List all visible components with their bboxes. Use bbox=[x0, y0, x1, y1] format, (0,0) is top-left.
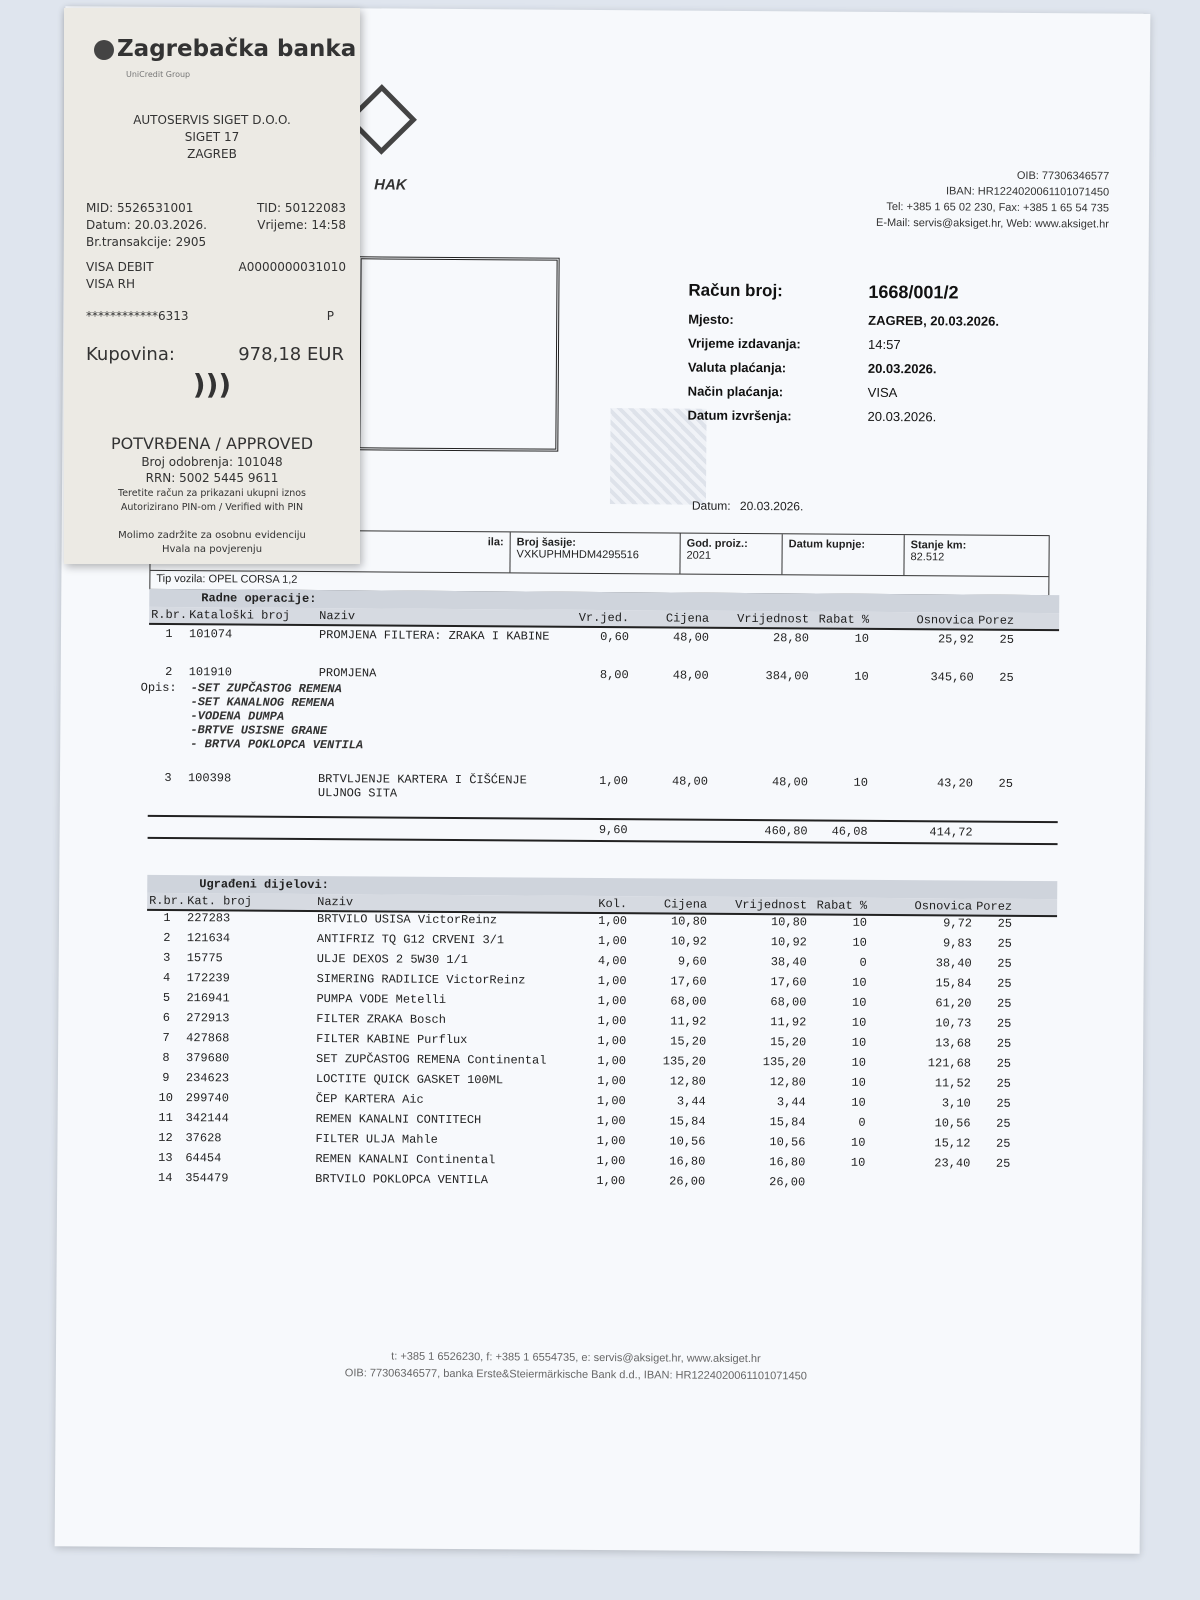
cell-rabat: 10 bbox=[851, 1055, 867, 1070]
cell-naziv: ULJE DEXOS 2 5W30 1/1 bbox=[316, 952, 469, 968]
col-vrjed: Vr.jed. bbox=[578, 610, 630, 626]
cell-kat: 121634 bbox=[186, 931, 231, 946]
cell-rabat: 10 bbox=[852, 935, 867, 950]
cell-osnovica: 10,73 bbox=[935, 1016, 972, 1031]
cell-naziv: FILTER KABINE Purflux bbox=[316, 1032, 468, 1048]
col-naziv: Naziv bbox=[317, 895, 354, 910]
cell-kat: 172239 bbox=[186, 971, 230, 986]
cell-porez: 25 bbox=[996, 1116, 1011, 1131]
cell-cijena: 10,56 bbox=[669, 1134, 706, 1149]
cell-rb: 13 bbox=[158, 1150, 173, 1166]
cell-cijena: 11,92 bbox=[670, 1014, 707, 1029]
cell-osnovica: 9,72 bbox=[943, 916, 973, 931]
slip-notice bbox=[64, 487, 360, 515]
company-email: E-Mail: servis@aksiget.hr, Web: www.aksiget.hr bbox=[875, 216, 1109, 231]
footer-contact: t: +385 1 6526230, f: +385 1 6554735, e: servis@aksiget.hr, www.aksiget.hr bbox=[391, 1350, 761, 1366]
due-date-value: 20.03.2026. bbox=[867, 360, 937, 376]
description-line: -VODENA DUMPA bbox=[190, 709, 285, 724]
time-value: 14:58 bbox=[311, 218, 346, 232]
col-naziv: Naziv bbox=[319, 609, 356, 624]
cell-rb: 11 bbox=[158, 1110, 173, 1126]
cell-osnovica bbox=[865, 1176, 970, 1177]
cell-vrijednost: 135,20 bbox=[762, 1055, 807, 1070]
cell-osnovica: 38,40 bbox=[935, 956, 972, 971]
vehicle-type-label: Tip vozila: bbox=[156, 572, 206, 586]
transaction-value: 2905 bbox=[175, 235, 207, 249]
cell-kol: 1,00 bbox=[596, 1133, 626, 1149]
cell-rb: 1 bbox=[165, 626, 173, 641]
work-operations-totals bbox=[148, 815, 1058, 845]
cell-naziv: PROMJENA FILTERA: ZRAKA I KABINE bbox=[318, 628, 550, 644]
payment-method-value: VISA bbox=[867, 384, 898, 400]
cell-vrijednost: 10,80 bbox=[770, 915, 808, 930]
purchase-amount: 978,18 EUR bbox=[238, 344, 344, 365]
col-porez: Porez bbox=[978, 613, 1015, 628]
cell-kol: 1,00 bbox=[596, 1173, 626, 1189]
approval-details bbox=[64, 454, 360, 486]
execution-date-label: Datum izvršenja: bbox=[687, 407, 792, 423]
col-osnovica: Osnovica bbox=[914, 899, 973, 914]
invoice-number-label: Račun broj: bbox=[688, 280, 783, 301]
cell-kol: 1,00 bbox=[597, 1073, 626, 1089]
cell-kol: 1,00 bbox=[597, 993, 627, 1009]
cell-porez: 25 bbox=[997, 916, 1013, 931]
cell-naziv: ANTIFRIZ TQ G12 CRVENI 3/1 bbox=[316, 932, 505, 948]
cell-rb: 4 bbox=[162, 970, 171, 985]
cell-kol: 1,00 bbox=[597, 973, 627, 989]
installed-parts-rows bbox=[145, 911, 1057, 1197]
cell-osnovica: 61,20 bbox=[935, 996, 972, 1011]
cell-vrijednost: 28,80 bbox=[772, 631, 810, 646]
time-label: Vrijeme: bbox=[257, 218, 308, 232]
col-porez: Porez bbox=[976, 899, 1013, 914]
cell-naziv: BRTVLJENJE KARTERA I ČIŠĆENJE ULJNOG SITA bbox=[317, 772, 527, 801]
cell-kat: 216941 bbox=[186, 991, 230, 1006]
cell-cijena: 9,60 bbox=[677, 954, 707, 969]
due-date-label: Valuta plaćanja: bbox=[687, 359, 787, 375]
invoice-date-label: Datum: bbox=[691, 498, 731, 513]
cell-osnovica: 10,56 bbox=[934, 1116, 971, 1131]
issue-time-row bbox=[688, 331, 999, 357]
cell-vrijednost: 12,80 bbox=[769, 1075, 806, 1090]
bank-logo-icon bbox=[94, 40, 114, 60]
cell-rabat: 10 bbox=[851, 995, 867, 1010]
cell-rb: 10 bbox=[158, 1090, 174, 1106]
cell-rb: 8 bbox=[162, 1050, 170, 1065]
charge-note: Teretite račun za prikazani ukupni iznos bbox=[118, 488, 306, 499]
col-kat: Kataloški broj bbox=[189, 608, 291, 623]
cell-porez: 25 bbox=[996, 1076, 1011, 1091]
vehicle-year: 2021 bbox=[686, 549, 712, 562]
thanks-note: Hvala na povjerenju bbox=[161, 544, 263, 555]
cell-kol: 1,00 bbox=[597, 1033, 627, 1049]
cell-rb: 7 bbox=[162, 1030, 170, 1045]
cell-rb: 1 bbox=[163, 910, 171, 925]
bank-name: Zagrebačka banka bbox=[117, 36, 357, 62]
description-line: - BRTVA POKLOPCA VENTILA bbox=[190, 737, 364, 753]
purchase-amount-row bbox=[86, 344, 344, 365]
cell-rabat: 10 bbox=[851, 1035, 867, 1050]
cell-kol: 4,00 bbox=[597, 953, 627, 969]
vehicle-km-cell bbox=[904, 535, 1046, 576]
col-cijena: Cijena bbox=[663, 897, 708, 912]
mid-value: 5526531001 bbox=[117, 201, 194, 215]
cell-rb: 3 bbox=[163, 950, 171, 965]
invoice-number-row bbox=[688, 275, 999, 309]
cell-rabat: 10 bbox=[851, 1135, 866, 1150]
customer-address-box bbox=[357, 256, 559, 451]
vehicle-reg-label: ila: bbox=[487, 536, 504, 549]
card-pan-flag: P bbox=[326, 309, 334, 323]
cell-vrijednost: 11,92 bbox=[770, 1015, 807, 1030]
issue-time-value: 14:57 bbox=[867, 336, 901, 352]
cell-rabat: 10 bbox=[854, 631, 870, 646]
cell-rabat: 10 bbox=[851, 1075, 866, 1090]
cell-rabat: 10 bbox=[853, 775, 869, 790]
work-operations-section bbox=[140, 589, 1060, 845]
cell-porez: 25 bbox=[996, 1056, 1012, 1071]
table-row bbox=[148, 771, 1058, 805]
issue-time-label: Vrijeme izdavanja: bbox=[688, 335, 801, 351]
vehicle-km: 82.512 bbox=[910, 551, 945, 564]
vehicle-year-label: God. proiz.: bbox=[686, 537, 748, 551]
invoice-header bbox=[687, 275, 999, 429]
cell-kat: 379680 bbox=[185, 1051, 230, 1066]
cell-kol: 8,00 bbox=[599, 667, 629, 683]
total-vrijednost: 460,80 bbox=[764, 824, 808, 839]
cell-porez: 25 bbox=[995, 1156, 1011, 1171]
approval-code: Broj odobrenja: 101048 bbox=[141, 455, 283, 469]
cell-rb: 12 bbox=[158, 1130, 173, 1146]
col-osnovica: Osnovica bbox=[916, 613, 975, 628]
tid-value: 50122083 bbox=[284, 201, 346, 215]
cell-naziv: SET ZUPČASTOG REMENA Continental bbox=[315, 1052, 547, 1068]
cell-porez: 25 bbox=[999, 632, 1015, 647]
total-osnovica: 414,72 bbox=[929, 825, 973, 840]
col-kol: Kol. bbox=[598, 896, 628, 912]
cell-porez: 25 bbox=[998, 776, 1014, 791]
cell-naziv: PROMJENA bbox=[318, 666, 377, 681]
cell-osnovica: 13,68 bbox=[935, 1036, 972, 1051]
vehicle-year-cell bbox=[680, 534, 782, 575]
approval-status: POTVRĐENA / APPROVED bbox=[110, 434, 314, 453]
description-label: Opis: bbox=[140, 680, 177, 696]
card-type: VISA DEBIT bbox=[86, 260, 154, 274]
company-phone: Tel: +385 1 65 02 230, Fax: +385 1 65 54 735 bbox=[886, 200, 1110, 215]
cell-kat: 100398 bbox=[187, 771, 232, 786]
cell-porez: 25 bbox=[996, 1036, 1012, 1051]
cell-naziv: REMEN KANALNI CONTITECH bbox=[315, 1112, 482, 1128]
cell-cijena: 15,84 bbox=[669, 1114, 706, 1129]
cell-kol: 1,00 bbox=[597, 1013, 627, 1029]
invoice-number: 1668/001/2 bbox=[868, 281, 959, 302]
cell-rb: 3 bbox=[164, 770, 172, 785]
card-payment-slip bbox=[64, 8, 360, 564]
col-rb: R.br. bbox=[149, 893, 186, 909]
place-label: Mjesto: bbox=[688, 311, 734, 327]
work-operations-title: Radne operacije: bbox=[149, 589, 1059, 613]
transaction-label: Br.transakcije: bbox=[86, 235, 172, 249]
col-cijena: Cijena bbox=[665, 611, 710, 626]
rrn-code: RRN: 5002 5445 9611 bbox=[145, 471, 279, 485]
cell-porez: 25 bbox=[999, 670, 1014, 685]
cell-rb: 2 bbox=[163, 930, 171, 945]
cell-osnovica: 11,52 bbox=[934, 1076, 971, 1091]
cell-porez: 25 bbox=[996, 1136, 1011, 1151]
cell-kat: 101910 bbox=[188, 665, 233, 680]
cell-naziv: FILTER ULJA Mahle bbox=[315, 1132, 438, 1147]
cell-kat: 101074 bbox=[188, 627, 233, 642]
payment-method-label: Način plaćanja: bbox=[687, 383, 784, 399]
cell-rabat: 0 bbox=[859, 955, 867, 970]
col-rb: R.br. bbox=[151, 607, 188, 623]
keep-note: Molimo zadržite za osobnu evidenciju bbox=[118, 530, 306, 541]
bank-subtitle: UniCredit Group bbox=[126, 70, 191, 79]
cell-rabat: 10 bbox=[852, 975, 867, 990]
bank-logo bbox=[94, 36, 356, 62]
cell-porez: 25 bbox=[997, 956, 1012, 971]
cell-cijena: 26,00 bbox=[669, 1174, 706, 1189]
cell-osnovica: 23,40 bbox=[934, 1156, 971, 1171]
cell-naziv: BRTVILO USISA VictorReinz bbox=[316, 912, 498, 928]
cell-rabat: 10 bbox=[854, 669, 869, 684]
purchase-label: Kupovina: bbox=[86, 344, 175, 365]
merchant-city: ZAGREB bbox=[187, 147, 237, 161]
footer-bank: OIB: 77306346577, banka Erste&Steiermärkische Bank d.d., IBAN: HR1224020061101071450 bbox=[344, 1367, 807, 1383]
cell-kol: 1,00 bbox=[596, 1113, 626, 1129]
vehicle-chassis-cell bbox=[510, 532, 680, 573]
cell-kol: 1,00 bbox=[598, 913, 628, 929]
cell-kat: 272913 bbox=[186, 1011, 230, 1026]
col-vrijednost: Vrijednost bbox=[735, 897, 808, 913]
total-rabat: 46,08 bbox=[831, 824, 868, 839]
cell-rb: 6 bbox=[162, 1010, 170, 1025]
cell-vrijednost: 15,20 bbox=[770, 1035, 807, 1050]
cell-kat: 342144 bbox=[185, 1111, 229, 1126]
pin-note: Autorizirano PIN-om / Verified with PIN bbox=[120, 502, 304, 513]
card-aid: A0000000031010 bbox=[238, 260, 346, 274]
cell-osnovica: 15,12 bbox=[934, 1136, 971, 1151]
date-label: Datum: bbox=[86, 218, 131, 232]
place-row bbox=[688, 307, 999, 333]
cell-kat: 15775 bbox=[186, 951, 223, 966]
cell-vrijednost: 26,00 bbox=[769, 1175, 806, 1190]
cell-rb: 2 bbox=[165, 664, 173, 679]
card-brand: VISA RH bbox=[86, 277, 135, 291]
cell-cijena: 17,60 bbox=[670, 974, 707, 989]
vehicle-purchase-label: Datum kupnje: bbox=[788, 538, 866, 551]
cell-kat: 64454 bbox=[185, 1151, 222, 1166]
date-value: 20.03.2026. bbox=[134, 218, 207, 232]
cell-rabat: 10 bbox=[851, 1095, 866, 1110]
cell-vrijednost: 38,40 bbox=[770, 955, 807, 970]
cell-rb: 9 bbox=[162, 1070, 170, 1085]
cell-rabat: 10 bbox=[850, 1155, 866, 1170]
cell-kol: 0,60 bbox=[600, 629, 630, 645]
col-rabat: Rabat % bbox=[818, 612, 870, 627]
execution-date-value: 20.03.2026. bbox=[867, 408, 937, 424]
cell-porez: 25 bbox=[997, 976, 1012, 991]
cell-kat: 299740 bbox=[185, 1091, 230, 1106]
merchant-street: SIGET 17 bbox=[184, 130, 240, 144]
cell-cijena: 68,00 bbox=[670, 994, 707, 1009]
card-pan: ************6313 bbox=[86, 309, 189, 323]
vehicle-chassis: VXKUPHMHDM4295516 bbox=[516, 548, 639, 562]
cell-naziv: LOCTITE QUICK GASKET 100ML bbox=[315, 1072, 504, 1088]
cell-osnovica: 345,60 bbox=[930, 670, 974, 685]
operation-description bbox=[140, 680, 1058, 757]
installed-parts-section bbox=[145, 875, 1057, 1197]
cell-kol: 1,00 bbox=[598, 933, 627, 949]
cell-cijena: 10,80 bbox=[670, 914, 708, 929]
cell-kol: 1,00 bbox=[596, 1093, 626, 1109]
cell-vrijednost: 10,56 bbox=[769, 1135, 806, 1150]
company-oib: OIB: 77306346577 bbox=[1016, 169, 1110, 183]
col-kat: Kat. broj bbox=[187, 894, 253, 909]
cell-naziv: SIMERING RADILICE VictorReinz bbox=[316, 972, 526, 988]
cell-cijena: 48,00 bbox=[672, 668, 709, 683]
description-lines bbox=[190, 681, 363, 752]
cell-cijena: 48,00 bbox=[672, 630, 710, 645]
cell-cijena: 16,80 bbox=[669, 1154, 706, 1169]
invoice-date bbox=[692, 499, 804, 514]
cell-porez: 25 bbox=[996, 996, 1012, 1011]
tid-label: TID: bbox=[256, 201, 282, 215]
payment-method-row bbox=[688, 379, 999, 405]
cell-kat: 227283 bbox=[186, 911, 231, 926]
invoice-footer bbox=[286, 1348, 866, 1386]
cell-vrijednost: 48,00 bbox=[771, 775, 809, 790]
merchant-name: AUTOSERVIS SIGET D.O.O. bbox=[133, 113, 291, 127]
total-kol: 9,60 bbox=[598, 822, 628, 838]
cell-vrijednost: 17,60 bbox=[770, 975, 807, 990]
cell-osnovica: 15,84 bbox=[935, 976, 972, 991]
cell-vrijednost: 16,80 bbox=[769, 1155, 806, 1170]
vehicle-chassis-label: Broj šasije: bbox=[516, 536, 577, 549]
due-date-row bbox=[688, 355, 999, 381]
cell-porez: 25 bbox=[997, 936, 1012, 951]
cell-kat: 37628 bbox=[185, 1131, 222, 1146]
cell-osnovica: 121,68 bbox=[927, 1056, 972, 1071]
cell-kat: 427868 bbox=[186, 1031, 230, 1046]
merchant-info bbox=[64, 112, 360, 163]
cell-osnovica: 9,83 bbox=[943, 936, 972, 951]
cell-porez: 25 bbox=[996, 1096, 1011, 1111]
cell-rb: 14 bbox=[157, 1170, 173, 1186]
invoice-date-value: 20.03.2026. bbox=[739, 498, 804, 514]
cell-vrijednost: 15,84 bbox=[769, 1115, 806, 1130]
logo-text: HAK bbox=[374, 176, 407, 194]
cell-cijena: 3,44 bbox=[676, 1094, 706, 1109]
cell-cijena: 15,20 bbox=[670, 1034, 707, 1049]
col-vrijednost: Vrijednost bbox=[737, 611, 810, 627]
card-info bbox=[86, 259, 346, 293]
slip-thanks bbox=[64, 529, 360, 557]
cell-rabat: 10 bbox=[851, 1015, 867, 1030]
cell-osnovica: 43,20 bbox=[936, 776, 974, 791]
company-iban: IBAN: HR1224020061101071450 bbox=[945, 185, 1110, 199]
cell-osnovica: 3,10 bbox=[941, 1096, 971, 1111]
vehicle-type: OPEL CORSA 1,2 bbox=[208, 573, 298, 586]
cell-vrijednost: 3,44 bbox=[776, 1095, 806, 1110]
cell-cijena: 48,00 bbox=[671, 774, 709, 789]
cell-vrijednost: 68,00 bbox=[770, 995, 807, 1010]
card-number-row bbox=[86, 308, 334, 325]
vehicle-km-label: Stanje km: bbox=[910, 539, 967, 552]
cell-naziv: REMEN KANALNI Continental bbox=[315, 1152, 496, 1168]
transaction-info bbox=[86, 200, 346, 251]
cell-naziv: PUMPA VODE Metelli bbox=[316, 992, 447, 1007]
cell-rabat: 10 bbox=[852, 915, 868, 930]
cell-cijena: 10,92 bbox=[670, 934, 707, 949]
cell-vrijednost: 10,92 bbox=[770, 935, 807, 950]
cell-cijena: 135,20 bbox=[662, 1054, 707, 1069]
cell-kat: 354479 bbox=[185, 1171, 229, 1186]
cell-kol: 1,00 bbox=[599, 773, 629, 789]
cell-porez: 25 bbox=[996, 1016, 1012, 1031]
company-info bbox=[876, 167, 1109, 233]
vehicle-purchase-cell bbox=[782, 534, 904, 575]
execution-date-row bbox=[687, 403, 998, 429]
cell-rb: 5 bbox=[162, 990, 171, 1005]
cell-osnovica: 25,92 bbox=[937, 632, 975, 647]
place-value: ZAGREB, 20.03.2026. bbox=[868, 312, 1000, 329]
cell-naziv: FILTER ZRAKA Bosch bbox=[316, 1012, 446, 1027]
mid-label: MID: bbox=[86, 201, 114, 215]
description-line: -SET ZUPČASTOG REMENA bbox=[190, 681, 342, 697]
cell-naziv: BRTVILO POKLOPCA VENTILA bbox=[315, 1172, 489, 1188]
cell-naziv: ČEP KARTERA Aic bbox=[315, 1092, 424, 1107]
cell-rabat: 0 bbox=[858, 1115, 866, 1130]
contactless-icon: ))) bbox=[192, 368, 232, 401]
cell-kol: 1,00 bbox=[596, 1153, 626, 1169]
description-line: -BRTVE USISNE GRANE bbox=[190, 723, 328, 739]
cell-kat: 234623 bbox=[185, 1071, 230, 1086]
col-rabat: Rabat % bbox=[816, 898, 868, 913]
cell-cijena: 12,80 bbox=[669, 1074, 706, 1089]
cell-vrijednost: 384,00 bbox=[765, 669, 809, 684]
installed-parts-title: Ugrađeni dijelovi: bbox=[147, 875, 1057, 899]
cell-kol: 1,00 bbox=[597, 1053, 627, 1069]
description-line: -SET KANALNOG REMENA bbox=[190, 695, 335, 711]
